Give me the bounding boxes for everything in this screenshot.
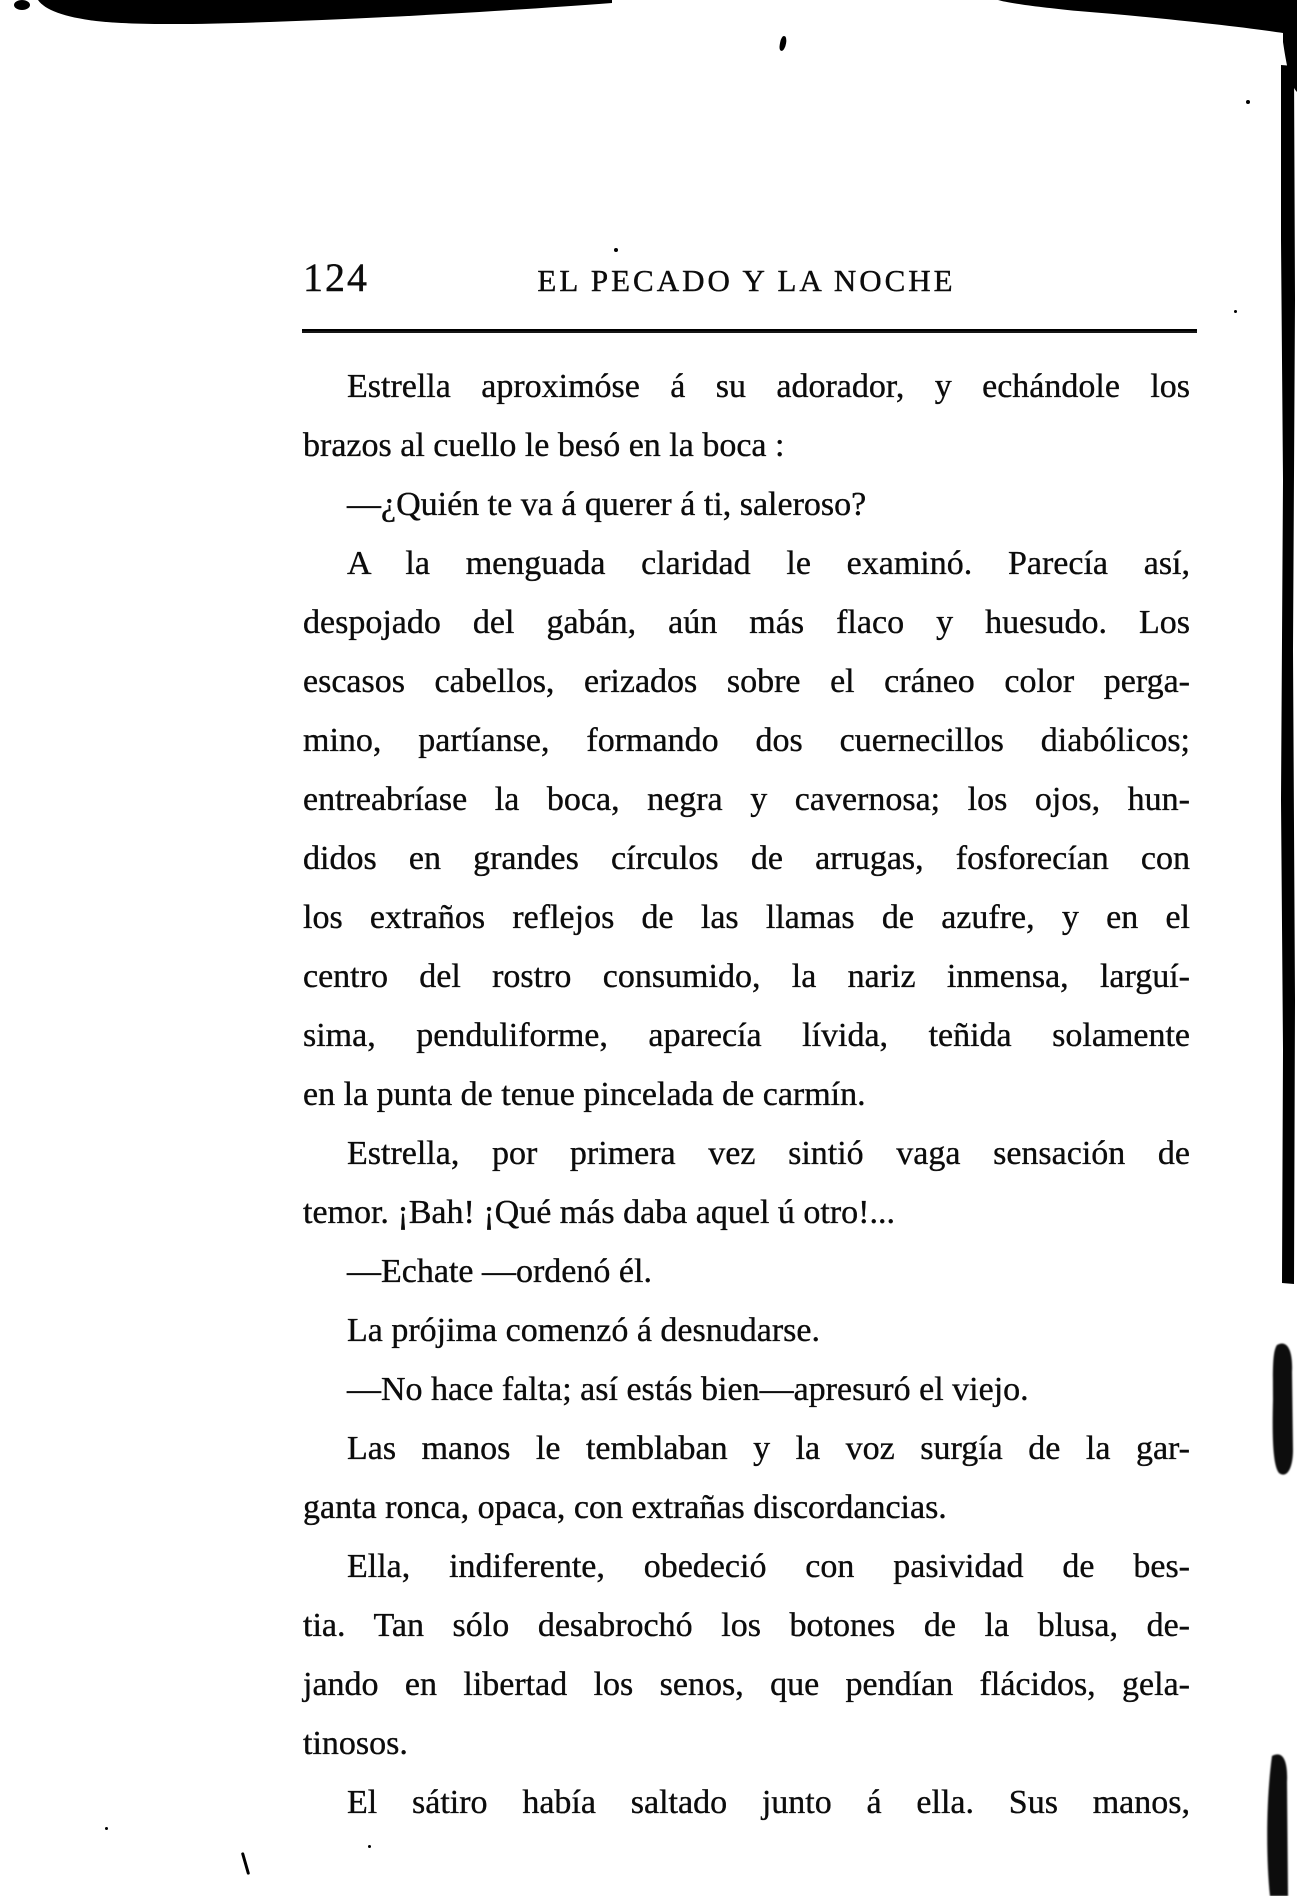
text-line: A la menguada claridad le examinó. Parecía así, xyxy=(347,545,1190,582)
text-line: —No hace falta; así estás bien—apresuró el viejo. xyxy=(347,1371,1029,1408)
text-line: La prójima comenzó á desnudarse. xyxy=(347,1312,820,1349)
text-line: los extraños reflejos de las llamas de azufre, y en el xyxy=(303,899,1190,936)
scan-artifact-right-blot-2 xyxy=(1267,1754,1288,1896)
page-header xyxy=(303,254,1190,298)
running-title: EL PECADO Y LA NOCHE xyxy=(537,263,956,298)
text-line: Estrella aproximóse á su adorador, y echándole los xyxy=(347,368,1190,405)
scan-speck xyxy=(105,1827,108,1830)
text-line: Ella, indiferente, obedeció con pasividad de bes- xyxy=(347,1548,1190,1585)
text-line: brazos al cuello le besó en la boca : xyxy=(303,427,785,464)
scan-speck xyxy=(1234,310,1237,313)
text-line: sima, penduliforme, aparecía lívida, teñida solamente xyxy=(303,1017,1190,1054)
scan-speck xyxy=(368,1845,371,1848)
header-rule xyxy=(302,329,1197,333)
scan-artifact-right-strip xyxy=(1281,65,1295,1284)
text-line: Las manos le temblaban y la voz surgía de la gar- xyxy=(347,1430,1190,1467)
scan-artifact-top-left xyxy=(38,0,612,24)
scan-speck xyxy=(1246,100,1250,104)
text-line: tia. Tan sólo desabrochó los botones de la blusa, de- xyxy=(303,1607,1190,1644)
scan-artifact-right-blot-1 xyxy=(1273,1344,1293,1475)
text-line: El sátiro había saltado junto á ella. Sus manos, xyxy=(347,1784,1190,1821)
text-line: jando en libertad los senos, que pendían flácidos, gela- xyxy=(303,1666,1190,1703)
text-line: tinosos. xyxy=(303,1725,408,1762)
text-line: didos en grandes círculos de arrugas, fosforecían con xyxy=(303,840,1190,877)
scan-artifact-top-right xyxy=(998,0,1297,92)
scan-speck xyxy=(614,248,618,252)
body-text xyxy=(303,357,1190,1832)
text-line: temor. ¡Bah! ¡Qué más daba aquel ú otro!... xyxy=(303,1194,895,1231)
text-line: entreabríase la boca, negra y cavernosa; los ojos, hun- xyxy=(303,781,1190,818)
text-line: mino, partíanse, formando dos cuernecillos diabólicos; xyxy=(303,722,1190,759)
ink-mark xyxy=(241,1852,250,1875)
text-line: ganta ronca, opaca, con extrañas discordancias. xyxy=(303,1489,947,1526)
text-line: —Echate —ordenó él. xyxy=(347,1253,652,1290)
ink-mark xyxy=(779,36,788,52)
scan-artifact-top-left-blob xyxy=(14,0,30,10)
text-line: escasos cabellos, erizados sobre el cráneo color perga- xyxy=(303,663,1190,700)
page-number: 124 xyxy=(303,255,369,300)
text-line: despojado del gabán, aún más flaco y huesudo. Los xyxy=(303,604,1190,641)
text-line: en la punta de tenue pincelada de carmín. xyxy=(303,1076,866,1113)
text-line: Estrella, por primera vez sintió vaga sensación de xyxy=(347,1135,1190,1172)
text-line: centro del rostro consumido, la nariz inmensa, larguí- xyxy=(303,958,1190,995)
text-line: —¿Quién te va á querer á ti, saleroso? xyxy=(347,486,867,523)
